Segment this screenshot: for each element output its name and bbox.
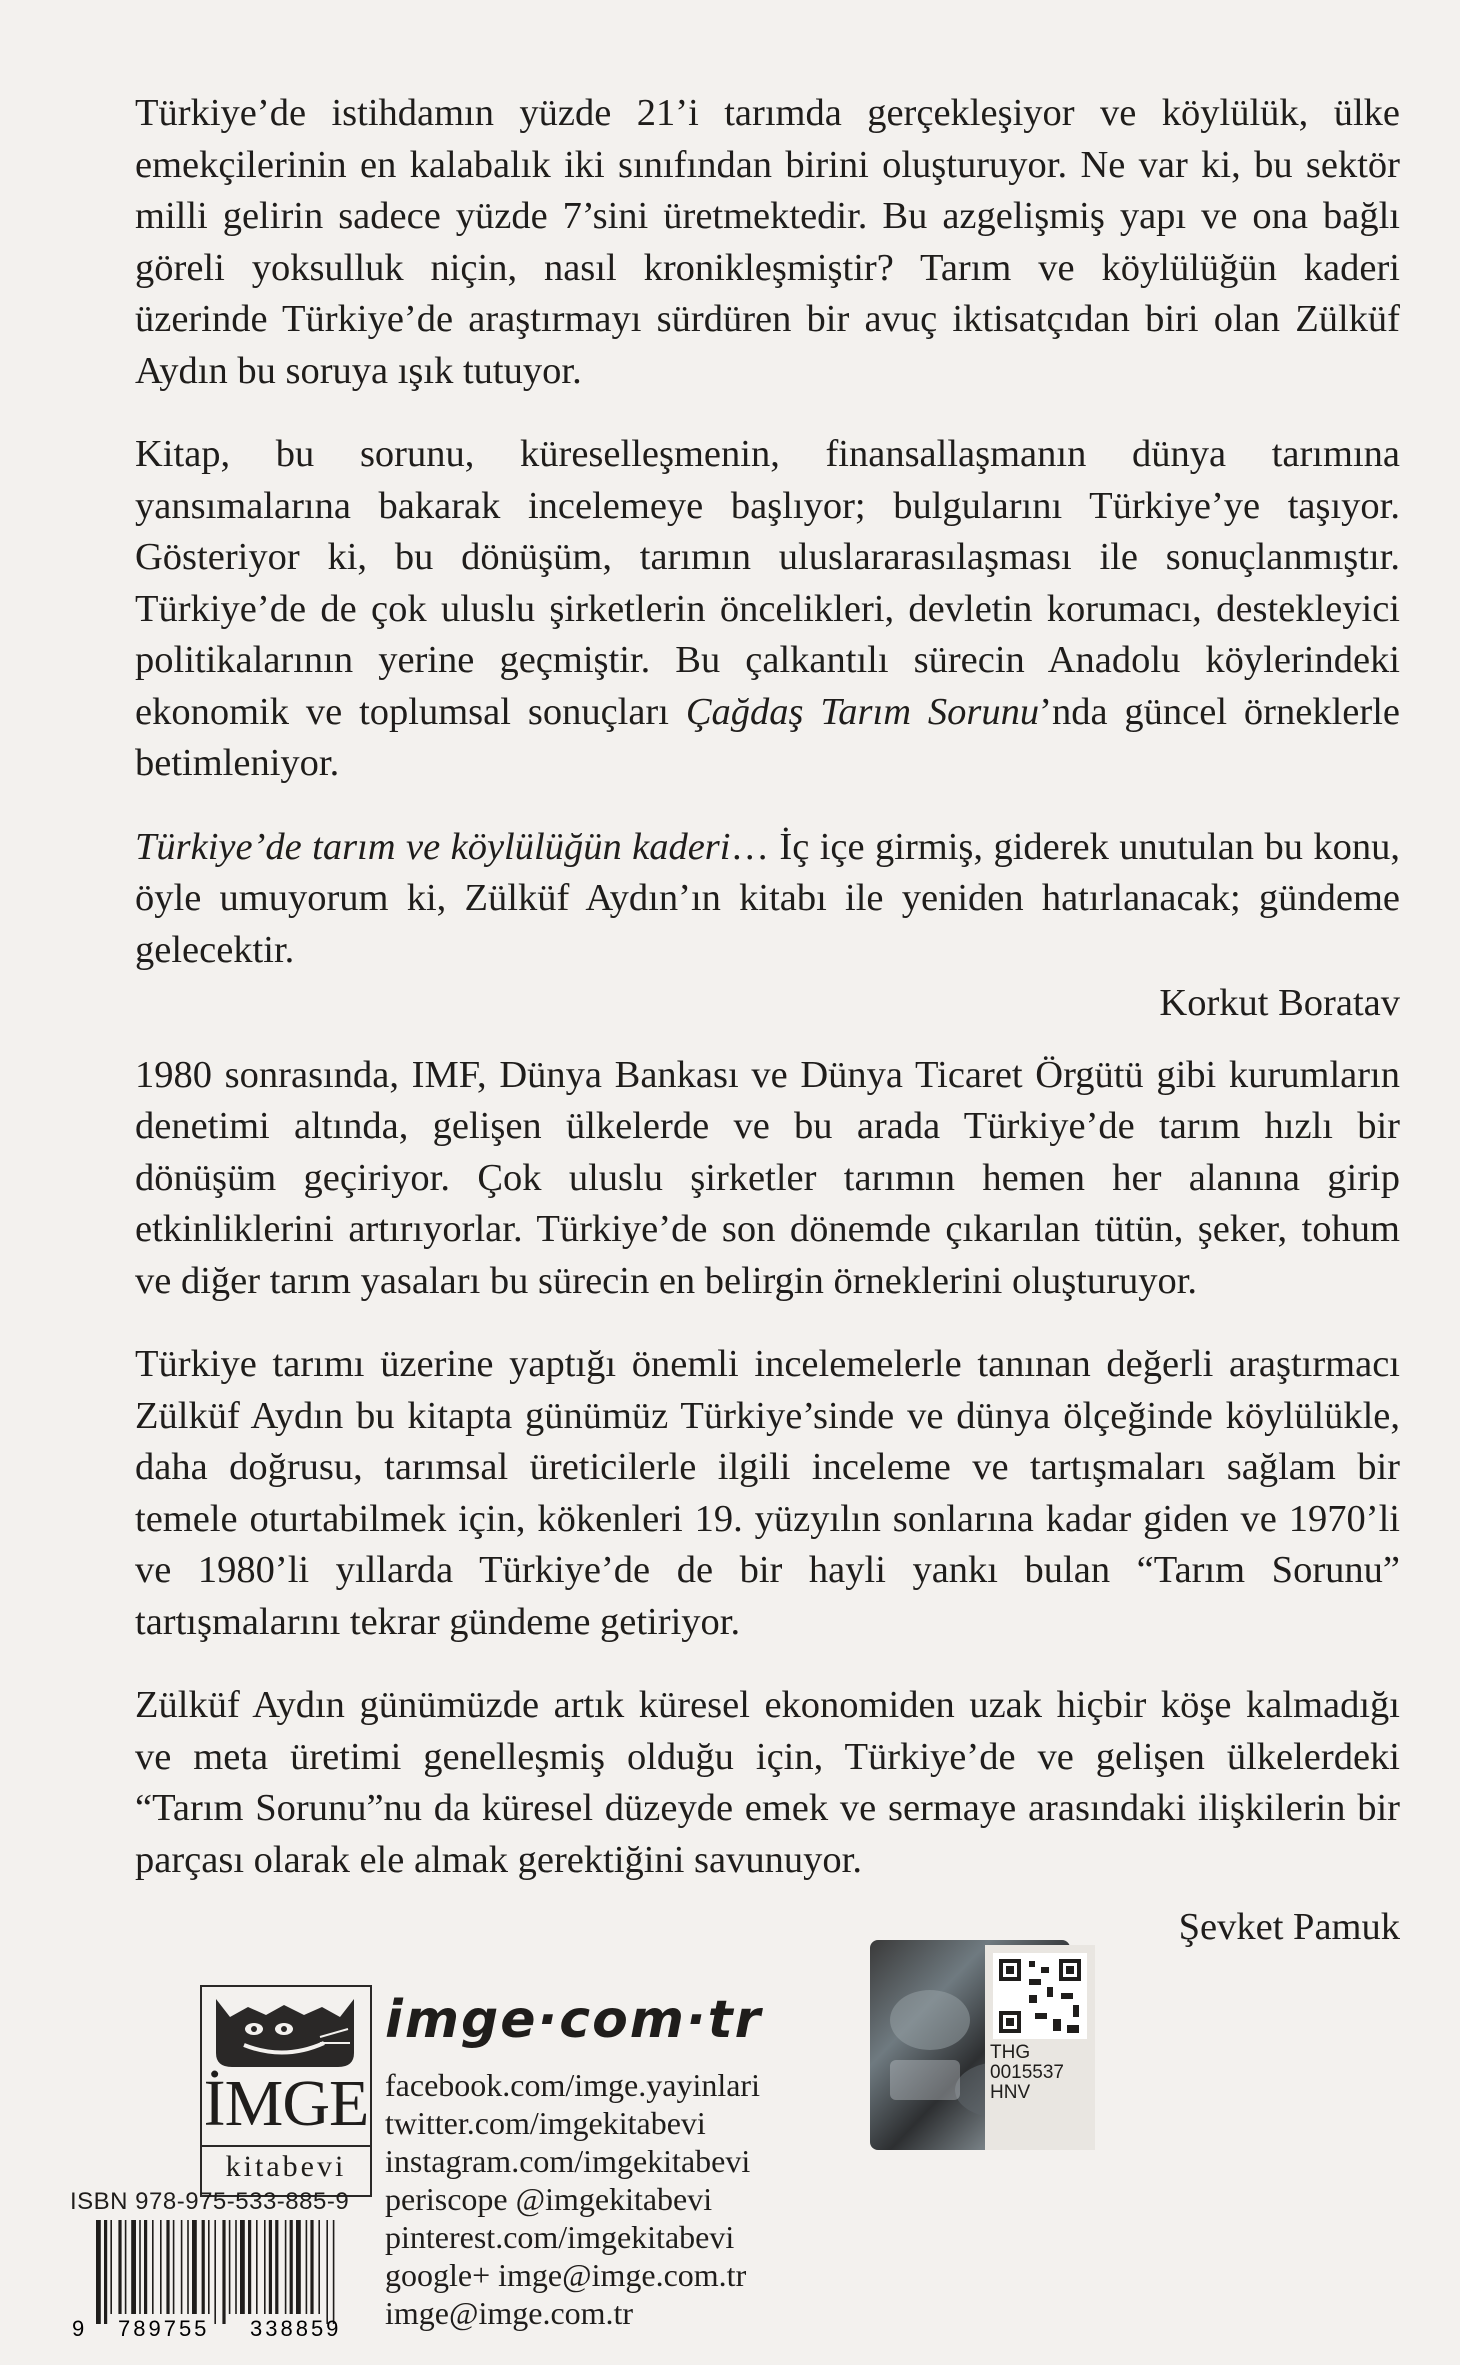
publisher-website[interactable]: imge·com·tr [385, 1990, 763, 2050]
barcode-bar [187, 2220, 189, 2314]
signature-boratav: Korkut Boratav [1159, 982, 1400, 1024]
barcode-digit-left: 9 [72, 2316, 85, 2340]
barcode-bar [118, 2220, 121, 2314]
barcode-digits-mid: 789755 [118, 2316, 210, 2340]
barcode-bar [285, 2220, 287, 2314]
barcode-bar [310, 2220, 313, 2314]
barcode-bar [256, 2220, 258, 2314]
link-google[interactable]: google+ imge@imge.com.tr [385, 2257, 747, 2293]
barcode-bar [104, 2220, 107, 2324]
qr-code-icon [985, 1945, 1095, 2045]
barcode-bar [152, 2220, 154, 2314]
sticker-code-line3: HNV [990, 2082, 1031, 2103]
link-pinterest[interactable]: pinterest.com/imgekitabevi [385, 2219, 735, 2255]
barcode-digits-right: 338859 [250, 2316, 342, 2340]
paragraph-context [135, 1050, 1400, 1308]
link-periscope[interactable]: periscope @imgekitabevi [385, 2181, 713, 2217]
barcode-bar [306, 2220, 308, 2314]
barcode-bar [96, 2220, 101, 2324]
barcode-bar [160, 2220, 162, 2314]
paragraph-book-summary-tail: ’nda güncel örneklerle betimleniyor. [135, 690, 1400, 784]
sticker-code-line2: 0015537 [990, 2062, 1064, 2083]
quote-italic: Türkiye’de tarım ve köylülüğün kaderi [135, 825, 731, 868]
link-instagram[interactable]: instagram.com/imgekitabevi [385, 2143, 751, 2179]
barcode-bar [296, 2220, 301, 2314]
paragraph-intro [135, 88, 1400, 397]
paragraph-book-summary [135, 429, 1400, 790]
barcode-bar [290, 2220, 293, 2314]
barcode-bar [110, 2220, 112, 2314]
publisher-logo [200, 1985, 372, 2197]
barcode-bar [131, 2220, 136, 2314]
barcode-bar [229, 2220, 231, 2314]
sticker-code [990, 2043, 1085, 2103]
paragraph-author-text: Türkiye tarımı üzerine yaptığı önemli incelemelerle tanınan değerli araştırmacı Zülküf Aydın bu kitapta günümüz Türkiye’sinde ve dünya ölçeğinde köylülükle, daha doğrusu, tarımsal üreticilerle ilgili inceleme ve tartışmaları sağlam bir temele oturtabilmek için, kökenleri 19. yüzyılın sonlarına kadar giden ve 1970’li ve 1980’li yıllarda Türkiye’de de bir hayli yankı bulan “Tarım Sorunu” tartışmalarını tekrar gündeme getiriyor. [135, 1343, 1400, 1643]
paragraph-author [135, 1339, 1400, 1648]
barcode-bar [139, 2220, 141, 2314]
paragraph-quote-pamuk [135, 1680, 1400, 1886]
barcode-bar [235, 2220, 237, 2314]
barcode-bar [192, 2220, 197, 2314]
barcode-bar [144, 2220, 147, 2314]
barcode-bar [166, 2220, 169, 2314]
book-title-italic: Çağdaş Tarım Sorunu [685, 690, 1040, 733]
barcode-bar [318, 2220, 320, 2314]
isbn-label: ISBN 978-975-533-885-9 [70, 2188, 350, 2215]
barcode-bar [173, 2220, 175, 2314]
barcode-bar [214, 2220, 216, 2324]
barcode-bar [202, 2220, 205, 2314]
paragraph-book-summary-text: Kitap, bu sorunu, küreselleşmenin, finansallaşmanın dünya tarımına yansımalarına bakarak incelemeye başlıyor; bulgularını Türkiye’ye taşıyor. Gösteriyor ki, bu dönüşüm, tarımın uluslararasılaşması ile sonuçlanmıştır. Türkiye’de de çok uluslu şirketlerin öncelikleri, devletin korumacı, destekleyici politikalarının yerine geçmiştir. Bu çalkantılı sürecin Anadolu köylerindeki ekonomik ve toplumsal sonuçları [135, 433, 1400, 733]
barcode-bar [326, 2220, 328, 2324]
quote-text: … İç içe girmiş, giderek unutulan bu konu, öyle umuyorum ki, Zülküf Aydın’ın kitabı ile yeniden hatırlanacak; gündeme gelecektir. [135, 825, 1400, 971]
barcode-bar [125, 2220, 127, 2314]
barcode-bar [208, 2220, 210, 2314]
paragraph-intro-text: Türkiye’de istihdamın yüzde 21’i tarımda gerçekleşiyor ve köylülük, ülke emekçilerinin en kalabalık iki sınıfından birini oluşturuyor. Ne var ki, bu sektör milli gelirin sadece yüzde 7’sini üretmektedir. Bu azgelişmiş yapı ve ona bağlı göreli yoksulluk niçin, nasıl kronikleşmiştir? Tarım ve köylülüğün kaderi üzerinde Türkiye’de araştırmayı sürdüren bir avuç iktisatçıdan biri olan Zülküf Aydın bu soruya ışık tutuyor. [135, 92, 1400, 392]
paragraph-context-text: 1980 sonrasında, IMF, Dünya Bankası ve Dünya Ticaret Örgütü gibi kurumların denetimi altında, gelişen ülkelerde ve bu arada Türkiye’de tarım hızlı bir dönüşüm geçiriyor. Çok uluslu şirketler tarımın hemen her alanına girip etkinliklerini artırıyorlar. Türkiye’de son dönemde çıkarılan tütün, şeker, tohum ve diğer tarım yasaları bu sürecin en belirgin örneklerini oluşturuyor. [135, 1053, 1400, 1302]
barcode-bar [275, 2220, 278, 2314]
barcode-bar [181, 2220, 183, 2314]
link-twitter[interactable]: twitter.com/imgekitabevi [385, 2105, 706, 2141]
blurb-text [135, 88, 1400, 1974]
barcode-bar [269, 2220, 272, 2314]
paragraph-quote-pamuk-text: Zülküf Aydın günümüzde artık küresel ekonomiden uzak hiçbir köşe kalmadığı ve meta üretimi genelleşmiş olduğu için, Türkiye’de ve gelişen ülkelerdeki “Tarım Sorunu”nu da küresel düzeyde emek ve sermaye arasındaki ilişkilerin bir parçası olarak ele almak gerektiğini savunuyor. [135, 1684, 1400, 1881]
publisher-logo-name: İMGE [203, 2067, 369, 2140]
barcode-bar [222, 2220, 225, 2324]
barcode-bar [333, 2220, 335, 2324]
cat-logo-icon [208, 1993, 362, 2071]
sticker-code-line1: THG [990, 2042, 1031, 2063]
barcode-icon [68, 2220, 368, 2340]
barcode-bar [264, 2220, 266, 2314]
barcode-bar [240, 2220, 245, 2314]
publisher-logo-sub: kitabevi [202, 2145, 370, 2187]
signature-pamuk: Şevket Pamuk [1178, 1906, 1400, 1948]
paragraph-quote-boratav [135, 822, 1400, 977]
barcode-bar [248, 2220, 251, 2314]
link-email[interactable]: imge@imge.com.tr [385, 2295, 634, 2331]
publisher-links [385, 2066, 845, 2332]
link-facebook[interactable]: facebook.com/imge.yayinlari [385, 2067, 760, 2103]
